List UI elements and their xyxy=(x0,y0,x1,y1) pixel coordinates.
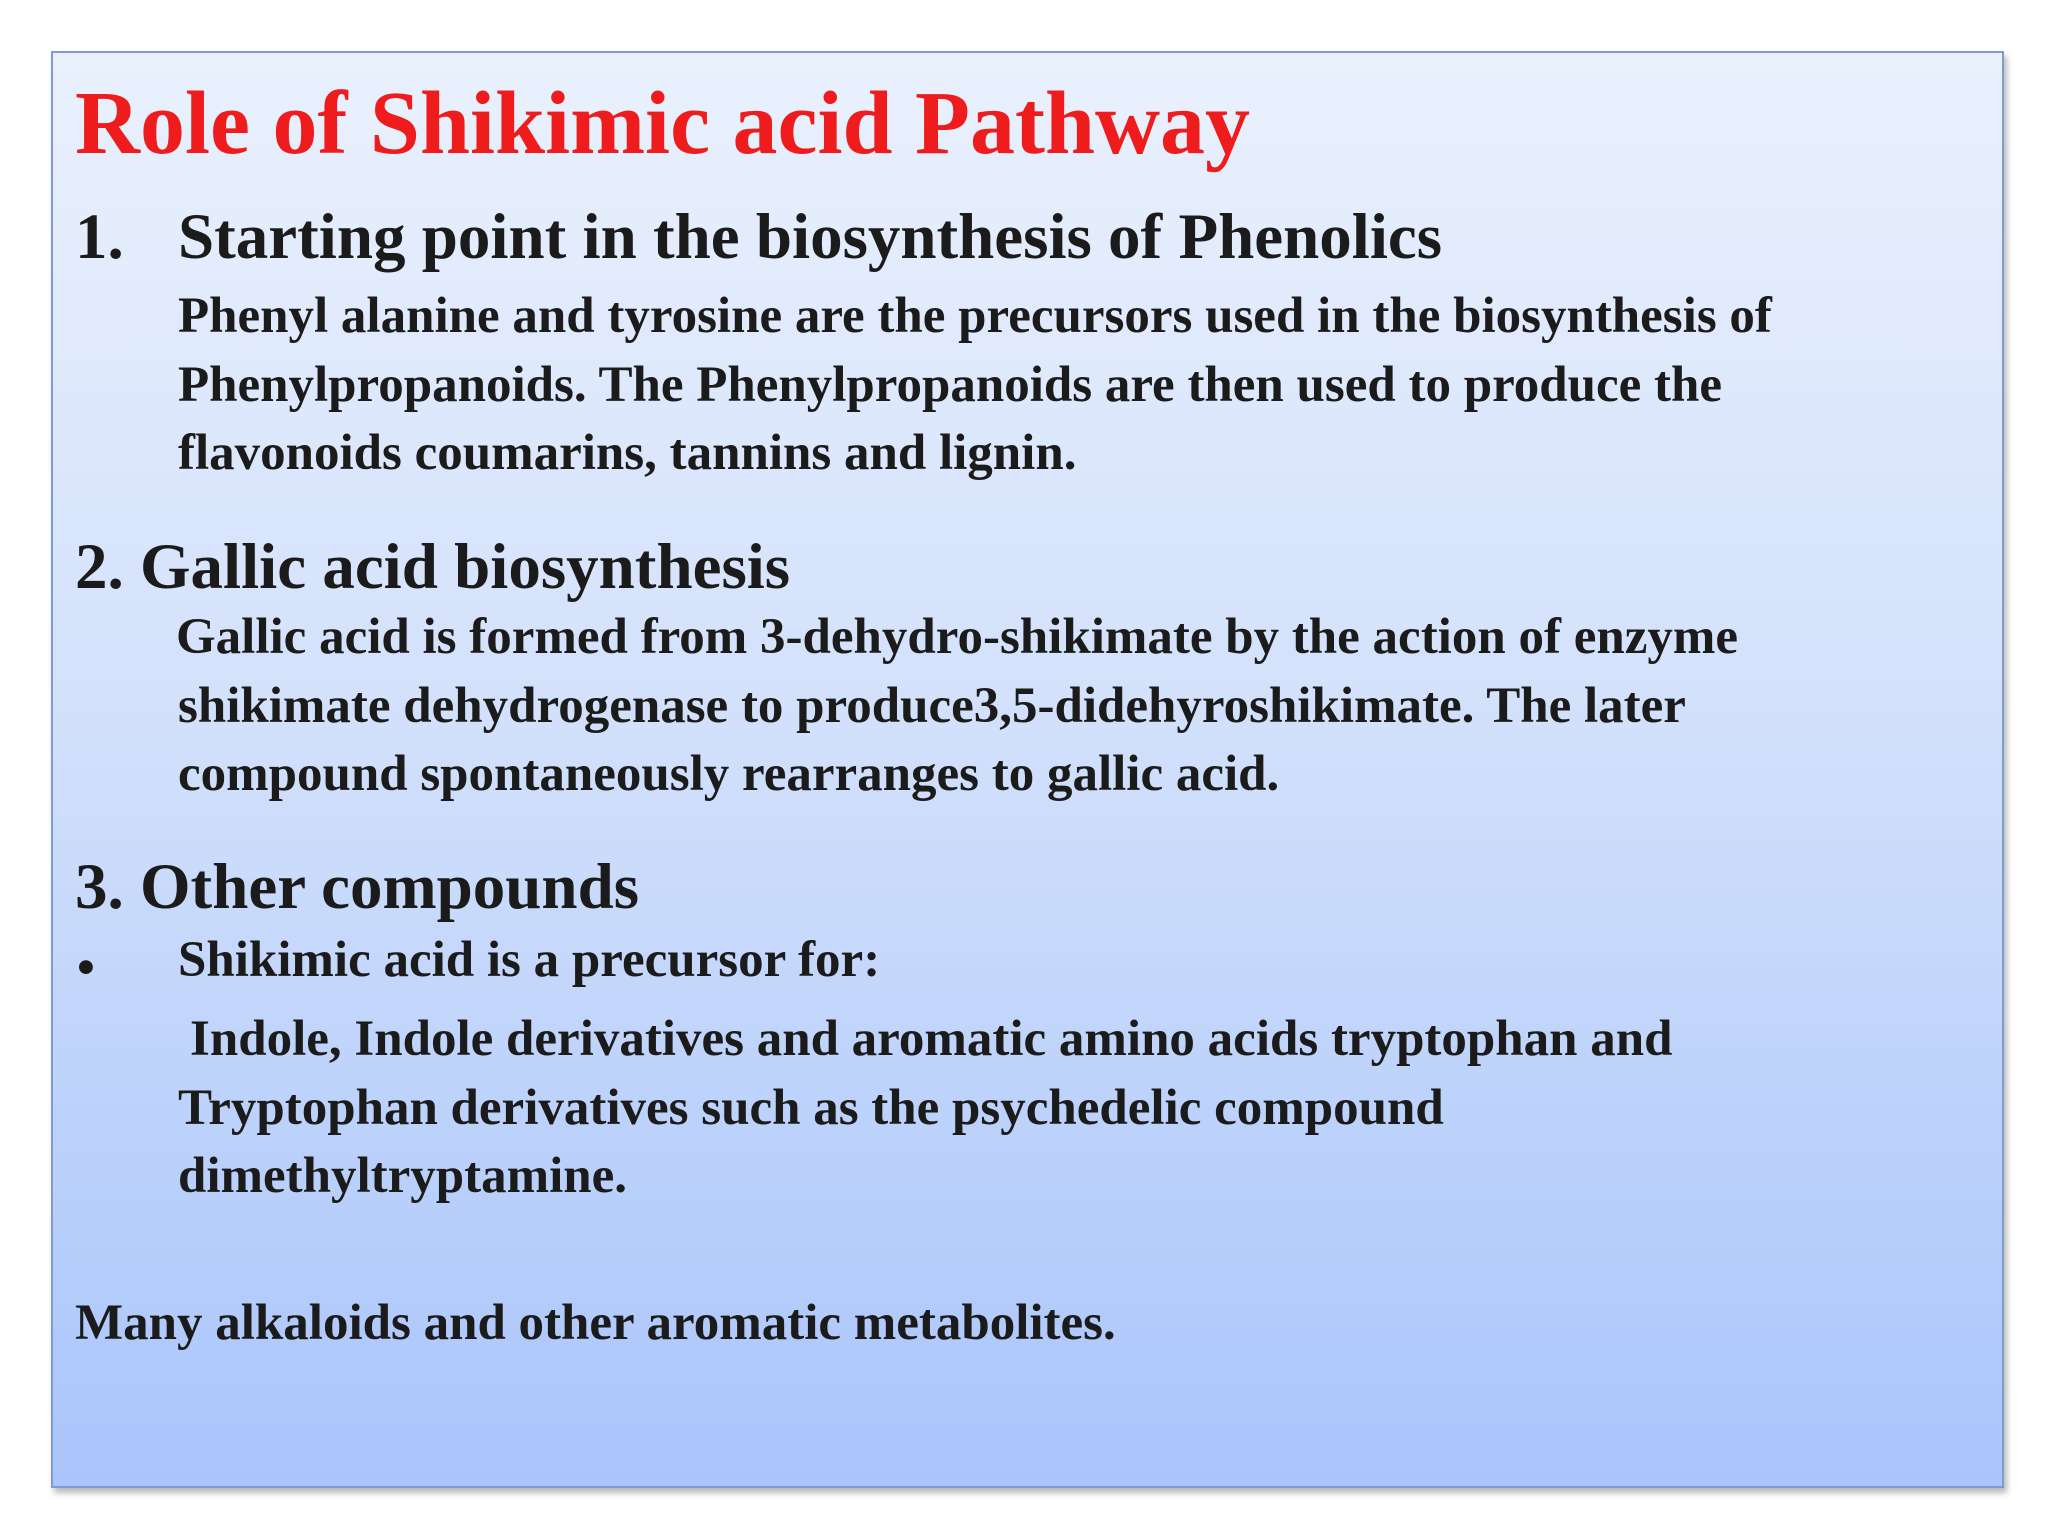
section-1-heading: Starting point in the biosynthesis of Phenolics xyxy=(178,201,1443,273)
section-2-line-2: shikimate dehydrogenase to produce3,5-didehyroshikimate. The later xyxy=(178,677,1686,734)
section-2-line-3: compound spontaneously rearranges to gallic acid. xyxy=(178,746,1280,802)
section-2-line-1: Gallic acid is formed from 3-dehydro-shikimate by the action of enzyme xyxy=(176,609,1738,665)
section-3-line-2: Tryptophan derivatives such as the psychedelic compound xyxy=(178,1079,1444,1136)
section-3-line-3: dimethyltryptamine. xyxy=(178,1148,628,1204)
section-3-line-1: Indole, Indole derivatives and aromatic amino acids tryptophan and xyxy=(190,1011,1673,1067)
section-2-body xyxy=(176,603,1738,809)
section-1-number: 1. xyxy=(75,201,124,273)
section-1-line-3: flavonoids coumarins, tannins and lignin. xyxy=(178,425,1077,481)
slide-title: Role of Shikimic acid Pathway xyxy=(75,74,1251,173)
closing-line: Many alkaloids and other aromatic metabolites. xyxy=(75,1295,1116,1351)
slide xyxy=(51,51,2004,1488)
section-1-line-2: Phenylpropanoids. The Phenylpropanoids are then used to produce the xyxy=(178,356,1723,413)
section-3-body xyxy=(178,1005,1673,1211)
section-2-heading: 2. Gallic acid biosynthesis xyxy=(75,531,791,603)
section-1-line-1: Phenyl alanine and tyrosine are the precursors used in the biosynthesis of xyxy=(178,288,1772,344)
section-3-heading: 3. Other compounds xyxy=(75,851,640,923)
section-3-bullet-text: Shikimic acid is a precursor for: xyxy=(178,932,881,988)
bullet-marker: • xyxy=(77,940,95,996)
section-1-body xyxy=(178,282,1772,488)
